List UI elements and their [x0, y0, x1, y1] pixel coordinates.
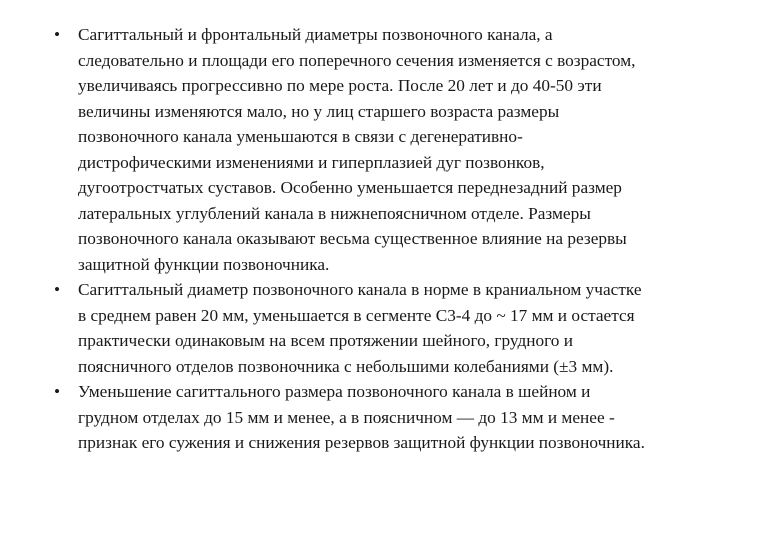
bullet-text: Сагиттальный диаметр позвоночного канала в норме в краниальном участке в среднем равен 20 мм, уменьшается в сегменте С3-4 до ~ 17 мм и остается практически одинаковым на всем протяжении шейного, грудного и поясничного отделов позвоночника с небольшими колебаниями (±3 мм).: [78, 280, 642, 376]
bullet-icon: •: [54, 382, 61, 401]
bullet-list: [52, 22, 752, 456]
bullet-item-3: [52, 379, 752, 456]
bullet-icon: •: [54, 25, 61, 44]
bullet-item-1: [52, 22, 752, 277]
bullet-item-2: [52, 277, 752, 379]
bullet-text: Уменьшение сагиттального размера позвоночного канала в шейном и грудном отделах до 15 мм и менее, а в поясничном — до 13 мм и менее - признак его сужения и снижения резервов защитной функции позвоночника.: [78, 382, 645, 452]
bullet-text: Сагиттальный и фронтальный диаметры позвоночного канала, а следовательно и площади его поперечного сечения изменяется с возрастом, увеличиваясь прогрессивно по мере роста. После 20 лет и до 40-50 эти величины изменяются мало, но у лиц старшего возраста размеры позвоночного канала уменьшаются в связи с дегенеративно- дистрофическими изменениями и гиперплазией дуг позвонков, дугоотростчатых суставов. Особенно уменьшается переднезадний размер латеральных углублений канала в нижнепоясничном отделе. Размеры позвоночного канала оказывают весьма существенное влияние на резервы защитной функции позвоночника.: [78, 25, 636, 274]
bullet-icon: •: [54, 280, 61, 299]
